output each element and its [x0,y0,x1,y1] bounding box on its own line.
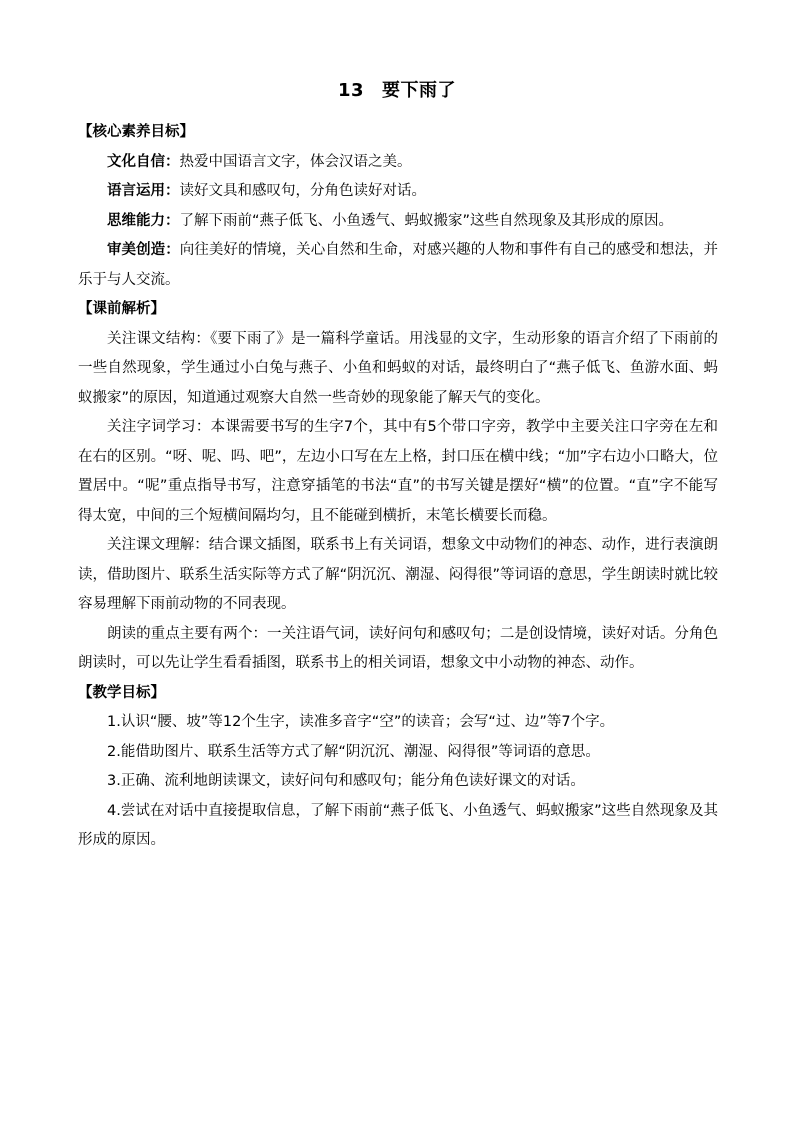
core-goal-text: 热爱中国语言文字，体会汉语之美。 [179,153,412,170]
teaching-goal-item: 3.正确、流利地朗读课文，读好问句和感叹句；能分角色读好课文的对话。 [107,773,585,789]
core-goal-thinking [78,207,718,237]
page-title [0,76,794,102]
core-goal-culture [78,148,718,178]
core-goal-aesthetic [78,236,718,295]
lesson-number: 13 [337,80,365,101]
lesson-title: 要下雨了 [382,80,457,101]
core-goal-label: 审美创造： [107,242,180,258]
analysis-paragraph: 关注课文结构：《要下雨了》是一篇科学童话。用浅显的文字，生动形象的语言介绍了下雨前的一些自然现象，学生通过小白兔与燕子、小鱼和蚂蚁的对话，最终明白了“燕子低飞、鱼游水面、蚂蚁搬家”的原因，知道通过观察大自然一些奇妙的现象能了解天气的变化。 [78,330,718,406]
teaching-goal-item: 2.能借助图片、联系生活等方式了解“阴沉沉、潮湿、闷得很”等词语的意思。 [107,743,600,760]
section-heading-core: 【核心素养目标】 [78,124,194,140]
analysis-paragraph: 朗读的重点主要有两个：一关注语气词，读好问句和感叹句；二是创设情境，读好对话。分角色朗读时，可以先让学生看看插图，联系书上的相关词语，想象文中小动物的神态、动作。 [78,625,718,671]
core-goal-label: 文化自信： [107,153,180,170]
section-heading-analysis: 【课前解析】 [78,301,165,317]
core-goal-text: 向往美好的情境，关心自然和生命，对感兴趣的人物和事件有自己的感受和想法，并乐于与人交流。 [78,242,719,288]
core-goal-text: 读好文具和感叹句，分角色读好对话。 [179,183,426,199]
analysis-paragraph: 关注字词学习：本课需要书写的生字7个，其中有5个带口字旁，教学中主要关注口字旁在左和在右的区别。“呀、呢、吗、吧”，左边小口写在左上格，封口压在横中线；“加”字右边小口略大，位置居中。“呢”重点指导书写，注意穿插笔的书法“直”的书写关键是摆好“横”的位置。“直”字不能写得太宽，中间的三个短横间隔均匀，且不能碰到横折，末笔长横要长而稳。 [78,419,718,524]
core-goal-label: 语言运用： [107,183,180,199]
section-heading-goals: 【教学目标】 [78,684,165,701]
core-goal-text: 了解下雨前“燕子低飞、小鱼透气、蚂蚁搬家”这些自然现象及其形成的原因。 [179,212,674,229]
teaching-goal-item: 4.尝试在对话中直接提取信息，了解下雨前“燕子低飞、小鱼透气、蚂蚁搬家”这些自然现象及其形成的原因。 [78,802,718,848]
analysis-paragraph: 关注课文理解：结合课文插图，联系书上有关词语，想象文中动物们的神态、动作，进行表演朗读，借助图片、联系生活实际等方式了解“阴沉沉、潮湿、闷得很”等词语的意思，学生朗读时就比较容易理解下雨前动物的不同表现。 [78,537,718,612]
teaching-goal-item: 1.认识“腰、坡”等12个生字，读准多音字“空”的读音；会写“过、边”等7个字。 [107,714,615,730]
document-body [78,118,718,856]
core-goal-label: 思维能力： [107,212,180,229]
core-goal-language [78,177,718,207]
